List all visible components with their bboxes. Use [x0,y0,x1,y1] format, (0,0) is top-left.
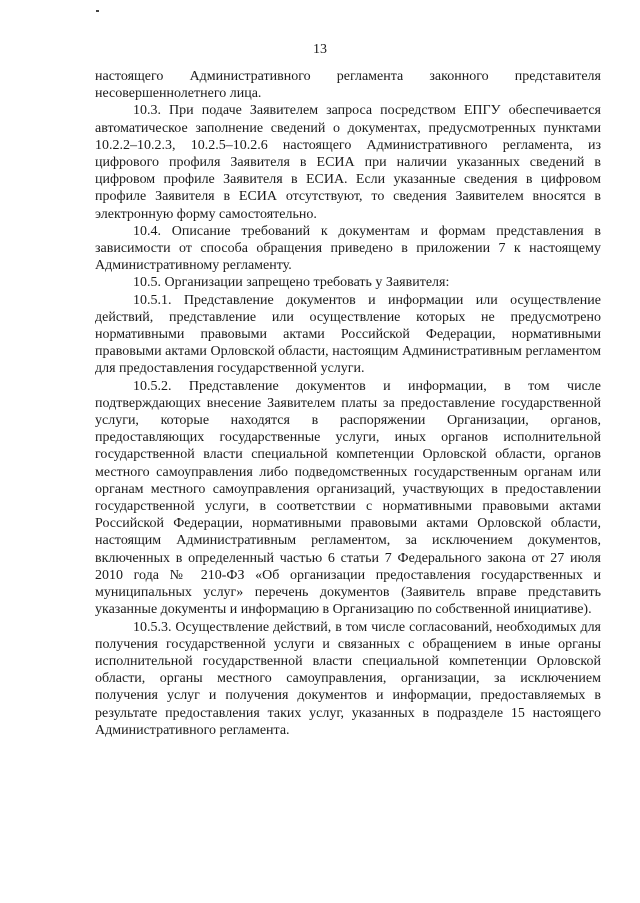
paragraph-10-5: 10.5. Организации запрещено требовать у Заявителя: [133,275,450,291]
paragraph-10-3: 10.3. При подаче Заявителем запроса посредством ЕПГУ обеспечивается автоматическое заполнение сведений о документах, предусмотренных пунктами 10.2.2–10.2.3, 10.2.5–10.2.6 настоящего Административного регламента, из цифрового профиля Заявителя в ЕСИА при наличии указанных сведений в цифровом профиле Заявителя в ЕСИА. Если указанные сведения в цифровом профиле Заявителя в ЕСИА отсутствуют, то сведения Заявителем вносятся в электронную форму самостоятельно. [95,103,601,222]
scan-speck [96,10,99,12]
paragraph-continuation: настоящего Административного регламента законного представителя несовершеннолетнего лица. [95,69,601,102]
paragraph-10-5-3: 10.5.3. Осуществление действий, в том числе согласований, необходимых для получения государственной услуги и связанных с обращением в иные органы исполнительной государственной власти специальной компетенции Орловской области, органы местного самоуправления, организации, за исключением получения услуг и получения документов и информации, предоставляемых в результате предоставления таких услуг, указанных в подразделе 15 настоящего Административного регламента. [95,619,601,738]
page-number: 13 [313,42,327,57]
paragraph-10-5-2: 10.5.2. Представление документов и информации, в том числе подтверждающих внесение Заявителем платы за предоставление государственной услуги, которые находятся в распоряжении Организации, органов, предоставляющих государственные услуги, иных органов исполнительной государственной власти специальной компетенции Орловской области, органов местного самоуправления либо подведомственных государственным органам или органам местного самоуправления организаций, участвующих в предоставлении государственной услуги, в соответствии с нормативными правовыми актами Российской Федерации, нормативными правовыми актами Орловской области, настоящим Административным регламентом, за исключением документов, включенных в определенный частью 6 статьи 7 Федерального закона от 27 июля 2010 года № 210-ФЗ «Об организации предоставления государственных и муниципальных услуг» перечень документов (Заявитель вправе представить указанные документы и информацию в Организацию по собственной инициативе). [95,378,601,618]
document-body [95,68,601,739]
paragraph-10-5-1: 10.5.1. Представление документов и информации или осуществление действий, представление или осуществление которых не предусмотрено нормативными правовыми актами Российской Федерации, нормативными правовыми актами Орловской области, настоящим Административным регламентом для предоставления государственной услуги. [95,292,601,377]
paragraph-10-4: 10.4. Описание требований к документам и формам представления в зависимости от способа обращения приведено в приложении 7 к настоящему Административному регламенту. [95,223,601,274]
